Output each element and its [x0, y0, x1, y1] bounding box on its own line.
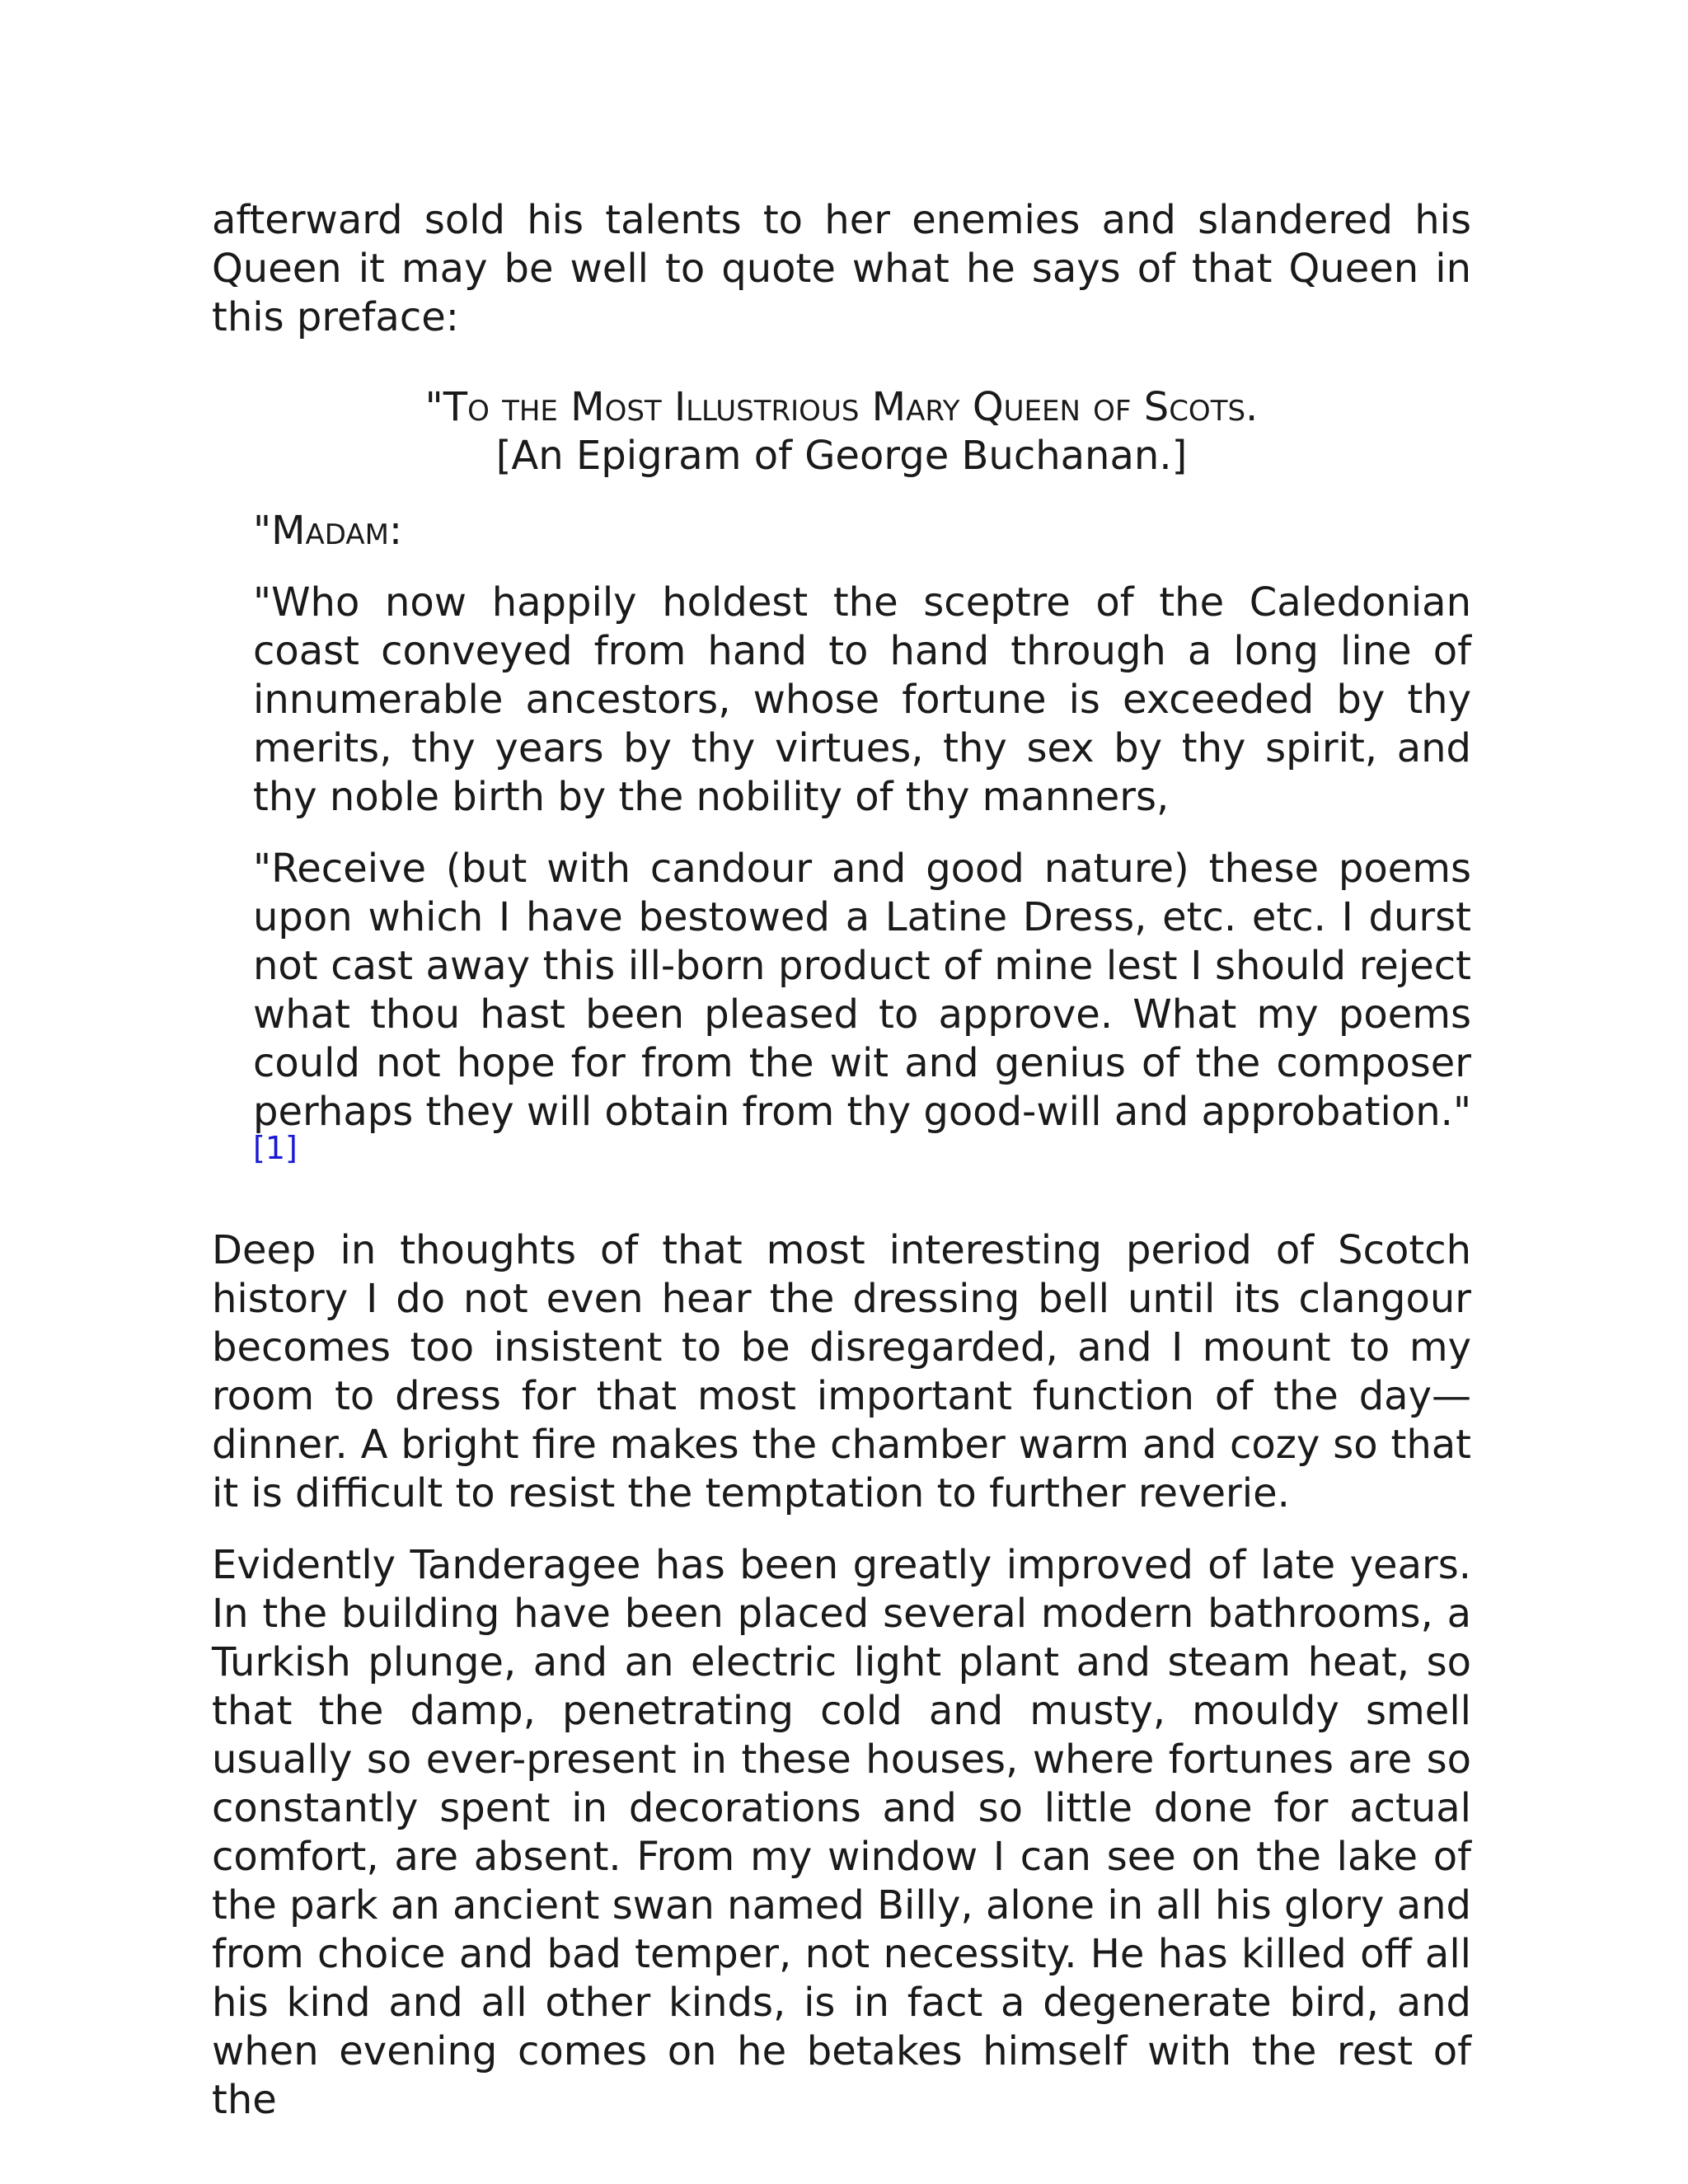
dedication-title: "To the Most Illustrious Mary Queen of Scots.: [424, 384, 1259, 430]
footnote-link[interactable]: [1]: [253, 1130, 298, 1166]
body-paragraph: Deep in thoughts of that most interesting period of Scotch history I do not even hear the dressing bell until its clangour becomes too insistent to be disregarded, and I mount to my room to dress for that most important function of the day—dinner. A bright fire makes the chamber warm and cozy so that it is difficult to resist the temptation to further reverie.: [212, 1227, 1471, 1516]
dedication-paragraph-final: [253, 845, 1471, 1185]
dedication-subtitle: [An Epigram of George Buchanan.]: [495, 433, 1188, 479]
page-body: [212, 196, 1471, 2148]
dedication-paragraph-text: "Receive (but with candour and good nature) these poems upon which I have bestowed a Latine Dress, etc. etc. I durst not cast away this ill-born product of mine lest I should reject what thou hast been pleased to approve. What my poems could not hope for from the wit and genius of the composer perhaps they will obtain from thy good-will and approbation.": [253, 846, 1472, 1135]
opening-paragraph: afterward sold his talents to her enemies and slandered his Queen it may be well to quote what he says of that Queen in this preface:: [212, 197, 1471, 340]
dedication-salutation: "Madam:: [253, 508, 403, 554]
body-paragraph: Evidently Tanderagee has been greatly improved of late years. In the building have been placed several modern bathrooms, a Turkish plunge, and an electric light plant and steam heat, so that the damp, penetrating cold and musty, mouldy smell usually so ever-present in these houses, where fortunes are so constantly spent in decorations and so little done for actual comfort, are absent. From my window I can see on the lake of the park an ancient swan named Billy, alone in all his glory and from choice and bad temper, not necessity. He has killed off all his kind and all other kinds, is in fact a degenerate bird, and when evening comes on he betakes himself with the rest of the: [212, 1542, 1471, 2123]
dedication-quote: [253, 507, 1471, 1185]
dedication-paragraph: "Who now happily holdest the sceptre of the Caledonian coast conveyed from hand to hand through a long line of innumerable ancestors, whose fortune is exceeded by thy merits, thy years by thy virtues, thy sex by thy spirit, and thy noble birth by the nobility of thy manners,: [253, 579, 1471, 820]
dedication-heading: [212, 383, 1471, 480]
